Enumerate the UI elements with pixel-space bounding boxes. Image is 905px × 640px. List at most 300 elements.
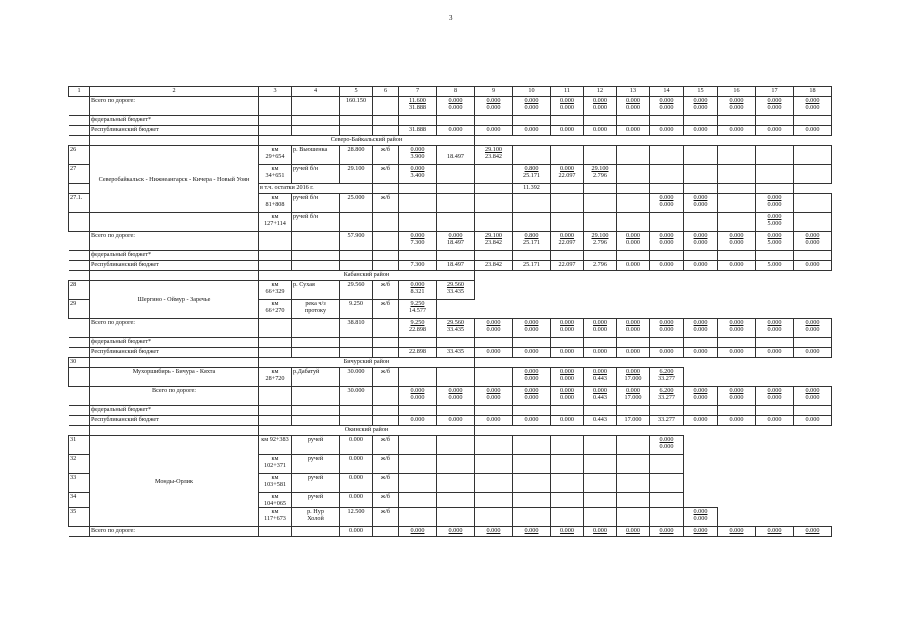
cell: р. Нур bbox=[307, 508, 324, 515]
table-row bbox=[69, 213, 832, 232]
cell: ж/б bbox=[373, 368, 399, 387]
cell: 0.000 bbox=[767, 97, 782, 104]
cell: ж/б bbox=[373, 165, 399, 184]
cell: 0.000 bbox=[767, 104, 782, 111]
cell: 0.000 bbox=[593, 368, 607, 375]
cell: 0.000 bbox=[486, 104, 501, 111]
cell: 0.000 bbox=[513, 126, 551, 136]
cell: ж/б bbox=[373, 436, 399, 455]
federal-label: федеральный бюджет* bbox=[90, 116, 259, 126]
cell: 0.000 bbox=[626, 104, 640, 111]
page-number: 3 bbox=[449, 14, 453, 22]
cell: 0.000 bbox=[626, 326, 640, 333]
cell: 0.000 bbox=[560, 326, 574, 333]
cell: 33.435 bbox=[437, 348, 475, 358]
cell: Холой bbox=[307, 515, 324, 522]
cell: 0.000 bbox=[593, 319, 607, 326]
cell: 0.000 bbox=[693, 104, 708, 111]
district-row bbox=[69, 426, 832, 436]
row-number: 35 bbox=[69, 508, 90, 527]
cell: 0.000 bbox=[524, 319, 539, 326]
cell: 0.000 bbox=[513, 348, 551, 358]
cell: ж/б bbox=[373, 493, 399, 508]
cell: 66+329 bbox=[265, 288, 285, 295]
cell: 0.000 bbox=[593, 326, 607, 333]
cell: 0.000 bbox=[560, 232, 574, 239]
cell: 0.000 bbox=[448, 394, 463, 401]
table-row bbox=[69, 436, 832, 455]
row-number: 26 bbox=[69, 146, 90, 165]
cell: 0.000 bbox=[693, 387, 708, 394]
cell: 18.497 bbox=[446, 239, 464, 246]
cell: 0.000 bbox=[805, 232, 820, 239]
cell: 127+114 bbox=[264, 220, 286, 227]
cell: 117+673 bbox=[264, 515, 286, 522]
cell: 0.000 bbox=[794, 261, 832, 271]
cell: 22.097 bbox=[558, 239, 576, 246]
cell: 0.000 bbox=[805, 394, 820, 401]
cell: 0.000 bbox=[560, 375, 574, 382]
cell: км bbox=[271, 508, 279, 515]
cell: 0.000 bbox=[524, 368, 539, 375]
cell: 28.800 bbox=[340, 146, 373, 165]
cell: 0.000 bbox=[805, 319, 820, 326]
cell: 0.000 bbox=[399, 416, 437, 426]
col-header: 7 bbox=[399, 87, 437, 97]
cell: ж/б bbox=[373, 455, 399, 474]
cell: 12.500 bbox=[340, 508, 373, 527]
cell: 0.000 bbox=[437, 527, 475, 537]
cell: 0.000 bbox=[524, 394, 539, 401]
cell: 0.000 bbox=[767, 232, 782, 239]
col-header: 12 bbox=[584, 87, 617, 97]
cell: 0.000 bbox=[340, 527, 373, 537]
total-label: Всего по дороге: bbox=[90, 387, 259, 406]
cell: 0.000 bbox=[718, 527, 756, 537]
cell: 0.000 bbox=[437, 416, 475, 426]
cell: 14.577 bbox=[408, 307, 426, 314]
federal-label: федеральный бюджет* bbox=[90, 251, 259, 261]
district-name: Бичурский район bbox=[259, 358, 475, 368]
cell: 29.100 bbox=[591, 165, 609, 172]
cell: 0.000 bbox=[805, 326, 820, 333]
cell: 0.000 bbox=[437, 126, 475, 136]
cell: 0.000 bbox=[756, 527, 794, 537]
total-row bbox=[69, 319, 832, 338]
cell: 25.171 bbox=[522, 239, 540, 246]
cell: 17.000 bbox=[624, 375, 642, 382]
cell: 0.000 bbox=[684, 416, 718, 426]
cell: 18.497 bbox=[437, 261, 475, 271]
cell: 0.000 bbox=[486, 326, 501, 333]
cell: 0.000 bbox=[486, 394, 501, 401]
cell: ручей б/н bbox=[292, 194, 340, 213]
cell: р. Вьюшенка bbox=[292, 146, 340, 165]
row-number: 27.1. bbox=[69, 194, 90, 213]
republic-row bbox=[69, 348, 832, 358]
cell: 0.000 bbox=[693, 232, 708, 239]
cell: 0.000 bbox=[659, 104, 674, 111]
cell: ручей bbox=[292, 455, 340, 474]
cell: 0.000 bbox=[584, 527, 617, 537]
cell: 7.300 bbox=[399, 261, 437, 271]
cell: 3.900 bbox=[410, 153, 425, 160]
cell: 0.000 bbox=[805, 104, 820, 111]
cell: 0.000 bbox=[650, 527, 684, 537]
cell: 0.000 bbox=[551, 126, 584, 136]
cell: 0.000 bbox=[805, 239, 820, 246]
federal-row bbox=[69, 338, 832, 348]
cell: 0.000 bbox=[560, 394, 574, 401]
cell: 29.100 bbox=[340, 165, 373, 184]
cell: 33.277 bbox=[650, 416, 684, 426]
cell: 0.000 bbox=[718, 416, 756, 426]
cell: 22.898 bbox=[399, 348, 437, 358]
cell: 29.100 bbox=[484, 232, 502, 239]
total-row bbox=[69, 527, 832, 537]
cell: 0.000 bbox=[626, 239, 640, 246]
header-row bbox=[69, 87, 832, 97]
cell: 18.497 bbox=[446, 153, 464, 160]
cell: 0.000 bbox=[340, 493, 373, 508]
cell: 0.000 bbox=[729, 104, 744, 111]
cell: км bbox=[271, 213, 279, 220]
cell: 66+270 bbox=[265, 307, 285, 314]
cell: 0.800 bbox=[524, 165, 539, 172]
district-name: Кабанский район bbox=[259, 271, 475, 281]
cell: 0.000 bbox=[486, 319, 501, 326]
cell: 34+651 bbox=[265, 172, 285, 179]
cell: 25.000 bbox=[340, 194, 373, 213]
cell: ж/б bbox=[373, 146, 399, 165]
col-header: 6 bbox=[373, 87, 399, 97]
cell: 29+654 bbox=[265, 153, 285, 160]
cell: 0.000 bbox=[659, 319, 674, 326]
cell: 9.250 bbox=[410, 300, 425, 307]
cell: 0.000 bbox=[475, 527, 513, 537]
cell: 0.000 bbox=[684, 261, 718, 271]
col-header: 9 bbox=[475, 87, 513, 97]
cell: ручей б/н bbox=[292, 165, 340, 184]
cell: ж/б bbox=[373, 281, 399, 300]
cell: 0.800 bbox=[524, 232, 539, 239]
cell: 0.443 bbox=[593, 394, 607, 401]
table-row bbox=[69, 368, 832, 387]
cell: 0.443 bbox=[584, 416, 617, 426]
republic-label: Республиканский бюджет bbox=[90, 348, 259, 358]
cell: 0.000 bbox=[448, 97, 463, 104]
cell: 0.000 bbox=[486, 97, 501, 104]
cell: 0.000 bbox=[659, 239, 674, 246]
cell: 23.842 bbox=[484, 239, 502, 246]
row-number: 27 bbox=[69, 165, 90, 184]
cell: 33.277 bbox=[657, 394, 675, 401]
republic-label: Республиканский бюджет bbox=[90, 416, 259, 426]
cell: 0.000 bbox=[448, 232, 463, 239]
cell: р. Сухая bbox=[292, 281, 340, 300]
cell: 0.000 bbox=[650, 348, 684, 358]
cell: 30.000 bbox=[340, 368, 373, 387]
cell: 0.000 bbox=[513, 416, 551, 426]
cell: км bbox=[271, 493, 279, 500]
cell: протоку bbox=[304, 307, 327, 314]
row-number: 33 bbox=[69, 474, 90, 493]
cell: ручей bbox=[292, 436, 340, 455]
federal-label: федеральный бюджет* bbox=[90, 406, 259, 416]
cell: 0.000 bbox=[551, 527, 584, 537]
cell: ручей bbox=[292, 474, 340, 493]
cell: 22.898 bbox=[408, 326, 426, 333]
cell: 0.000 bbox=[617, 348, 650, 358]
cell: 0.000 bbox=[617, 527, 650, 537]
cell: 0.000 bbox=[659, 436, 674, 443]
republic-row bbox=[69, 261, 832, 271]
cell: 0.000 bbox=[617, 126, 650, 136]
cell: 29.560 bbox=[446, 281, 464, 288]
cell: 38.810 bbox=[340, 319, 373, 338]
cell: 0.000 bbox=[756, 416, 794, 426]
cell: 0.000 bbox=[659, 326, 674, 333]
col-header: 11 bbox=[551, 87, 584, 97]
cell: 0.000 bbox=[767, 201, 782, 208]
cell: 0.000 bbox=[340, 474, 373, 493]
row-number: 31 bbox=[69, 436, 90, 455]
cell: 0.000 bbox=[448, 104, 463, 111]
district-row bbox=[69, 136, 832, 146]
cell: 0.000 bbox=[794, 348, 832, 358]
cell: 0.000 bbox=[560, 387, 574, 394]
cell: 2.796 bbox=[593, 239, 607, 246]
cell: 29.100 bbox=[591, 232, 609, 239]
road-name: Мухоршибирь - Бичура - Кяхта bbox=[90, 368, 259, 387]
federal-label: федеральный бюджет* bbox=[90, 338, 259, 348]
cell: 0.000 bbox=[410, 165, 425, 172]
cell: 0.000 bbox=[729, 239, 744, 246]
cell: км bbox=[271, 165, 279, 172]
cell: 0.000 bbox=[767, 194, 782, 201]
cell: 0.000 bbox=[729, 319, 744, 326]
cell: 0.000 bbox=[794, 126, 832, 136]
cell: 0.000 bbox=[486, 387, 501, 394]
total-row bbox=[69, 387, 832, 406]
cell: км bbox=[271, 474, 279, 481]
cell: 0.000 bbox=[659, 443, 674, 450]
row-number: 29 bbox=[69, 300, 90, 319]
cell: 0.000 bbox=[410, 387, 425, 394]
cell: 5.000 bbox=[767, 239, 782, 246]
cell: 7.300 bbox=[410, 239, 425, 246]
row-number: 28 bbox=[69, 281, 90, 300]
cell: 9.250 bbox=[410, 319, 425, 326]
republic-label: Республиканский бюджет bbox=[90, 261, 259, 271]
cell: 0.000 bbox=[560, 319, 574, 326]
cell: 0.000 bbox=[584, 348, 617, 358]
cell: 0.000 bbox=[767, 213, 782, 220]
republic-label: Республиканский бюджет bbox=[90, 126, 259, 136]
cell: 0.000 bbox=[593, 387, 607, 394]
cell: 0.000 bbox=[399, 527, 437, 537]
cell: 0.000 bbox=[524, 104, 539, 111]
cell: 0.000 bbox=[718, 348, 756, 358]
cell: 0.000 bbox=[756, 348, 794, 358]
cell: 0.000 bbox=[340, 455, 373, 474]
cell: км bbox=[271, 146, 279, 153]
cell: 0.000 bbox=[767, 387, 782, 394]
cell: 3.400 bbox=[410, 172, 425, 179]
cell: 0.000 bbox=[684, 348, 718, 358]
cell: 29.560 bbox=[340, 281, 373, 300]
cell: 0.000 bbox=[693, 97, 708, 104]
cell: 0.000 bbox=[560, 368, 574, 375]
cell: 0.000 bbox=[693, 394, 708, 401]
cell: 9.250 bbox=[340, 300, 373, 319]
cell: 0.000 bbox=[693, 319, 708, 326]
cell: 0.000 bbox=[560, 165, 574, 172]
cell: 0.000 bbox=[718, 261, 756, 271]
col-header: 2 bbox=[90, 87, 259, 97]
cell: 0.000 bbox=[693, 508, 708, 515]
cell: 0.000 bbox=[718, 126, 756, 136]
cell: 8.321 bbox=[410, 288, 425, 295]
cell: 0.000 bbox=[767, 394, 782, 401]
road-name: Монды-Орлик bbox=[90, 436, 259, 527]
cell: 25.171 bbox=[513, 261, 551, 271]
federal-row bbox=[69, 116, 832, 126]
cell: 0.000 bbox=[513, 527, 551, 537]
cell: 0.000 bbox=[794, 527, 832, 537]
col-header: 16 bbox=[718, 87, 756, 97]
cell: 0.000 bbox=[524, 97, 539, 104]
cell: 0.000 bbox=[659, 194, 674, 201]
cell: 0.000 bbox=[584, 126, 617, 136]
total-label: Всего по дороге: bbox=[90, 97, 259, 116]
cell: 0.000 bbox=[805, 97, 820, 104]
republic-row bbox=[69, 416, 832, 426]
col-header: 15 bbox=[684, 87, 718, 97]
cell: 0.000 bbox=[729, 232, 744, 239]
cell: 0.000 bbox=[767, 319, 782, 326]
col-header: 17 bbox=[756, 87, 794, 97]
cell: 0.000 bbox=[448, 387, 463, 394]
cell: 0.000 bbox=[475, 348, 513, 358]
cell: 33.277 bbox=[657, 375, 675, 382]
cell: 0.000 bbox=[410, 394, 425, 401]
cell: 0.000 bbox=[340, 436, 373, 455]
cell: 0.000 bbox=[767, 326, 782, 333]
cell: 0.000 bbox=[659, 232, 674, 239]
cell: 0.443 bbox=[593, 375, 607, 382]
cell: 17.000 bbox=[624, 394, 642, 401]
cell: 104+065 bbox=[263, 500, 287, 507]
table-row bbox=[69, 281, 832, 300]
col-header: 8 bbox=[437, 87, 475, 97]
cell: 0.000 bbox=[684, 126, 718, 136]
table-row bbox=[69, 146, 832, 165]
cell: 33.435 bbox=[446, 326, 464, 333]
cell: 0.000 bbox=[729, 97, 744, 104]
district-row bbox=[69, 271, 832, 281]
cell: 81+808 bbox=[265, 201, 285, 208]
cell: 57.900 bbox=[340, 232, 373, 251]
cell: 0.000 bbox=[626, 232, 640, 239]
cell: 33.435 bbox=[446, 288, 464, 295]
cell: 0.000 bbox=[593, 97, 607, 104]
col-header: 18 bbox=[794, 87, 832, 97]
cell: 0.000 bbox=[626, 387, 640, 394]
cell: 23.842 bbox=[484, 153, 502, 160]
col-header: 1 bbox=[69, 87, 90, 97]
cell: 0.000 bbox=[729, 387, 744, 394]
cell: 2.796 bbox=[593, 172, 607, 179]
cell: км bbox=[271, 300, 279, 307]
cell: ж/б bbox=[373, 194, 399, 213]
cell: ручей bbox=[292, 493, 340, 508]
col-header: 14 bbox=[650, 87, 684, 97]
cell: 0.000 bbox=[693, 194, 708, 201]
cell: 0.000 bbox=[650, 261, 684, 271]
cell: 0.000 bbox=[524, 326, 539, 333]
cell: 0.000 bbox=[650, 126, 684, 136]
col-header: 3 bbox=[259, 87, 292, 97]
cell: 0.000 bbox=[693, 515, 708, 522]
cell: 0.000 bbox=[626, 319, 640, 326]
total-row bbox=[69, 97, 832, 116]
cell: 0.000 bbox=[617, 261, 650, 271]
cell: 2.796 bbox=[584, 261, 617, 271]
district-row bbox=[69, 358, 832, 368]
cell: 22.097 bbox=[551, 261, 584, 271]
cell: ж/б bbox=[373, 508, 399, 527]
cell: ручей б/н bbox=[292, 213, 340, 232]
cell: 0.000 bbox=[551, 416, 584, 426]
row-number: 34 bbox=[69, 493, 90, 508]
cell: 17.000 bbox=[617, 416, 650, 426]
cell: 0.000 bbox=[729, 394, 744, 401]
total-label: Всего по дороге: bbox=[90, 319, 259, 338]
cell: 6.200 bbox=[659, 387, 674, 394]
cell: 0.000 bbox=[756, 126, 794, 136]
cell: 0.000 bbox=[693, 326, 708, 333]
cell: 5.000 bbox=[756, 261, 794, 271]
cell: 31.888 bbox=[399, 126, 437, 136]
cell: 0.000 bbox=[410, 232, 425, 239]
cell: км bbox=[271, 455, 279, 462]
cell: км bbox=[271, 194, 279, 201]
cell: 0.000 bbox=[524, 387, 539, 394]
col-header: 4 bbox=[292, 87, 340, 97]
cell: 22.097 bbox=[558, 172, 576, 179]
cell: река ч/з bbox=[305, 300, 326, 307]
total-label: Всего по дороге: bbox=[90, 527, 259, 537]
total-label: Всего по дороге: bbox=[90, 232, 259, 251]
note-label: в т.ч. остатки 2016 г. bbox=[259, 184, 373, 194]
total-row bbox=[69, 232, 832, 251]
cell: 0.000 bbox=[410, 281, 425, 288]
cell: 0.000 bbox=[659, 201, 674, 208]
cell: 0.000 bbox=[729, 326, 744, 333]
cell: 160.150 bbox=[340, 97, 373, 116]
road-name: Северобайкальск - Нижнеангарск - Кичера - Новый Уоян bbox=[90, 146, 259, 213]
cell: 0.000 bbox=[560, 104, 574, 111]
cell: 0.000 bbox=[693, 239, 708, 246]
cell: км 92+383 bbox=[259, 436, 292, 455]
cell: 0.000 bbox=[794, 416, 832, 426]
cell: км bbox=[271, 368, 279, 375]
republic-row bbox=[69, 126, 832, 136]
cell: 0.000 bbox=[626, 97, 640, 104]
cell: 25.171 bbox=[522, 172, 540, 179]
col-header: 10 bbox=[513, 87, 551, 97]
